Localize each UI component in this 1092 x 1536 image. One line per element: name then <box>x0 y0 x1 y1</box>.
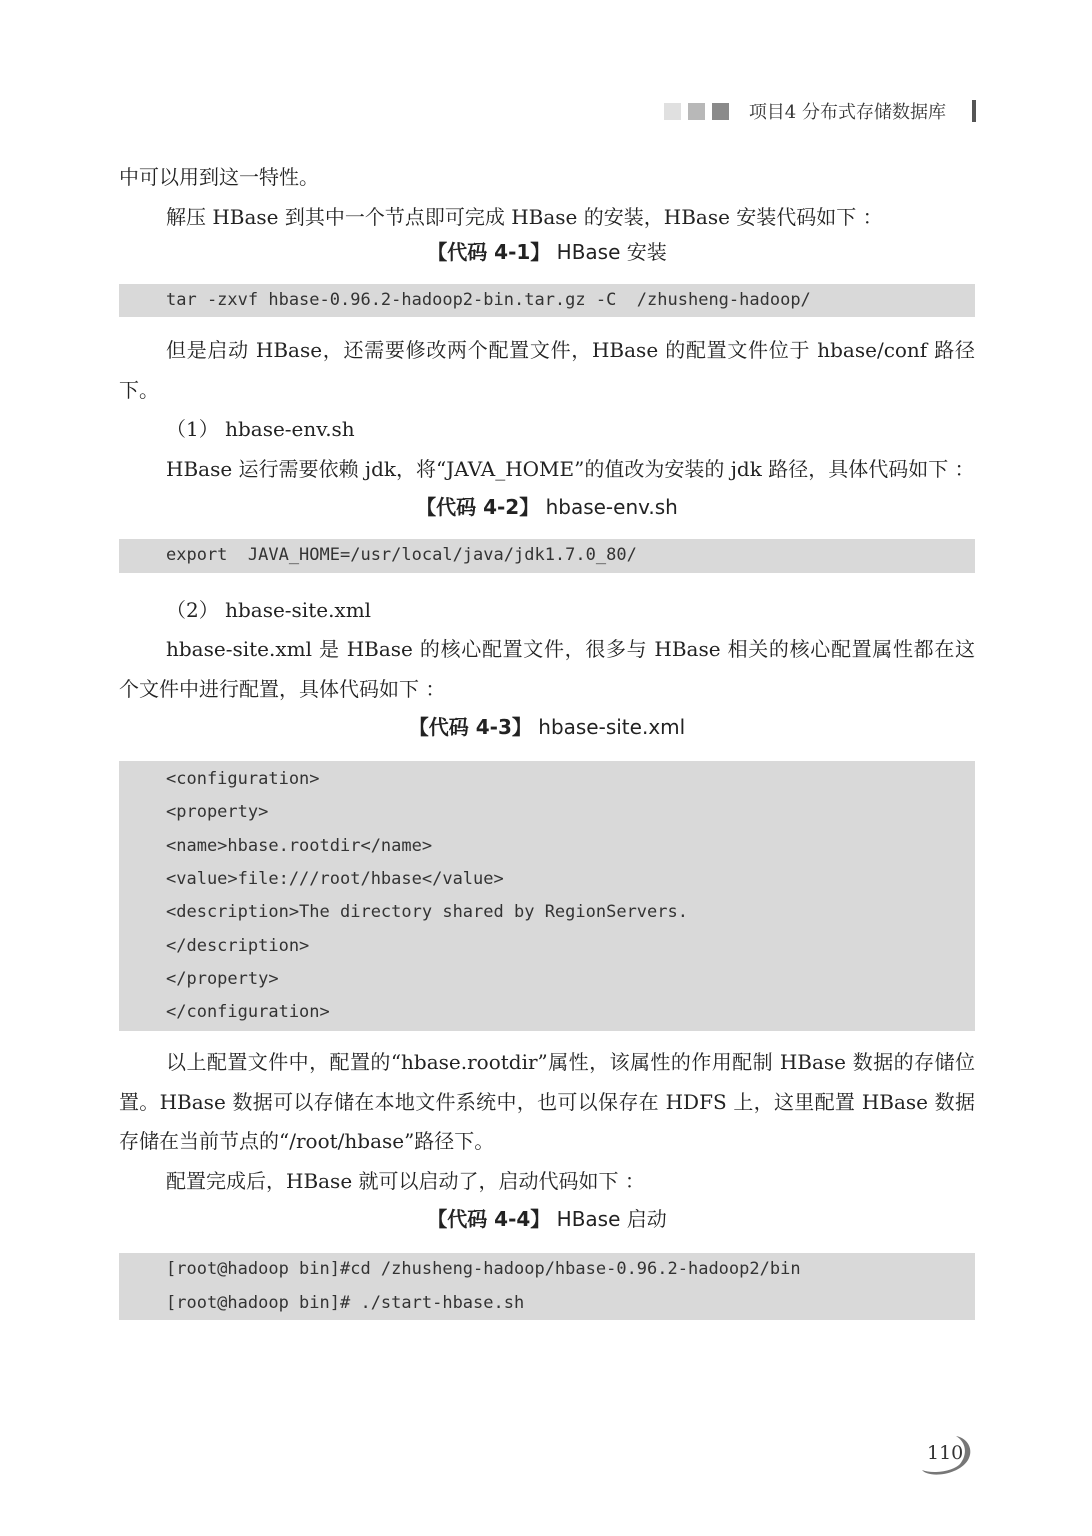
header-square-dark <box>712 103 729 120</box>
code-line: </configuration> <box>166 1002 330 1023</box>
code-block-2 <box>119 539 975 572</box>
code-caption-3 <box>119 713 975 741</box>
paragraph-5: HBase 运行需要依赖 jdk，将“JAVA_HOME”的值改为安装的 jdk 路径，具体代码如下 ： <box>166 456 975 481</box>
code-line: [root@hadoop bin]# ./start-hbase.sh <box>166 1292 525 1313</box>
paragraph-3: 但是启动 HBase，还需要修改两个配置文件，HBase 的配置文件位于 hbase/conf 路径下。 <box>119 338 975 402</box>
code-line: <value>file:///root/hbase</value> <box>166 868 504 889</box>
code-line: <description>The directory shared by RegionServers. <box>166 902 688 923</box>
caption-title: HBase 启动 <box>550 1207 667 1232</box>
code-block-1 <box>119 284 975 317</box>
header-square-light <box>664 103 681 120</box>
caption-title: hbase-env.sh <box>539 495 678 520</box>
running-header <box>664 96 976 126</box>
caption-label: 【代码 4-2】 <box>416 495 540 520</box>
code-block-4 <box>119 1253 975 1320</box>
code-line: <name>hbase.rootdir</name> <box>166 835 433 856</box>
header-bar <box>972 100 976 122</box>
page-number <box>918 1432 974 1478</box>
code-line: <configuration> <box>166 769 320 790</box>
code-caption-1 <box>119 238 975 266</box>
code-line: export JAVA_HOME=/usr/local/java/jdk1.7.0_80/ <box>166 545 637 566</box>
caption-title: HBase 安装 <box>550 240 667 264</box>
code-block-3 <box>119 761 975 1031</box>
header-square-mid <box>688 103 705 120</box>
paragraph-8: 以上配置文件中，配置的“hbase.rootdir”属性，该属性的作用配制 HBase 数据的存储位置。HBase 数据可以存储在本地文件系统中，也可以保存在 HDFS 上，这里配置 HBase 数据存储在当前节点的“/root/hbase”路径下。 <box>119 1050 975 1154</box>
code-caption-4 <box>119 1205 975 1233</box>
caption-title: hbase-site.xml <box>531 715 686 740</box>
code-line: </description> <box>166 935 310 956</box>
paragraph-4: （1） hbase-env.sh <box>166 417 355 442</box>
paragraph-7: hbase-site.xml 是 HBase 的核心配置文件，很多与 HBase 相关的核心配置属性都在这个文件中进行配置，具体代码如下 ： <box>119 637 975 701</box>
paragraph-2: 解压 HBase 到其中一个节点即可完成 HBase 的安装，HBase 安装代码如下 ： <box>166 204 883 229</box>
paragraph-9: 配置完成后，HBase 就可以启动了，启动代码如下 ： <box>166 1168 645 1193</box>
chapter-title: 项目4 分布式存储数据库 <box>748 102 946 123</box>
caption-label: 【代码 4-4】 <box>427 1207 551 1232</box>
caption-label: 【代码 4-3】 <box>408 715 532 740</box>
code-line: </property> <box>166 968 279 989</box>
code-line: tar -zxvf hbase-0.96.2-hadoop2-bin.tar.gz -C /zhusheng-hadoop/ <box>166 290 811 310</box>
page-body <box>119 158 975 1320</box>
code-line: <property> <box>166 802 269 823</box>
code-line: [root@hadoop bin]#cd /zhusheng-hadoop/hbase-0.96.2-hadoop2/bin <box>166 1259 801 1280</box>
caption-label: 【代码 4-1】 <box>427 240 551 264</box>
paragraph-6: （2） hbase-site.xml <box>166 597 372 622</box>
code-caption-2 <box>119 493 975 521</box>
page-number-text: 110 <box>927 1442 964 1464</box>
paragraph-1: 中可以用到这一特性。 <box>119 165 319 189</box>
